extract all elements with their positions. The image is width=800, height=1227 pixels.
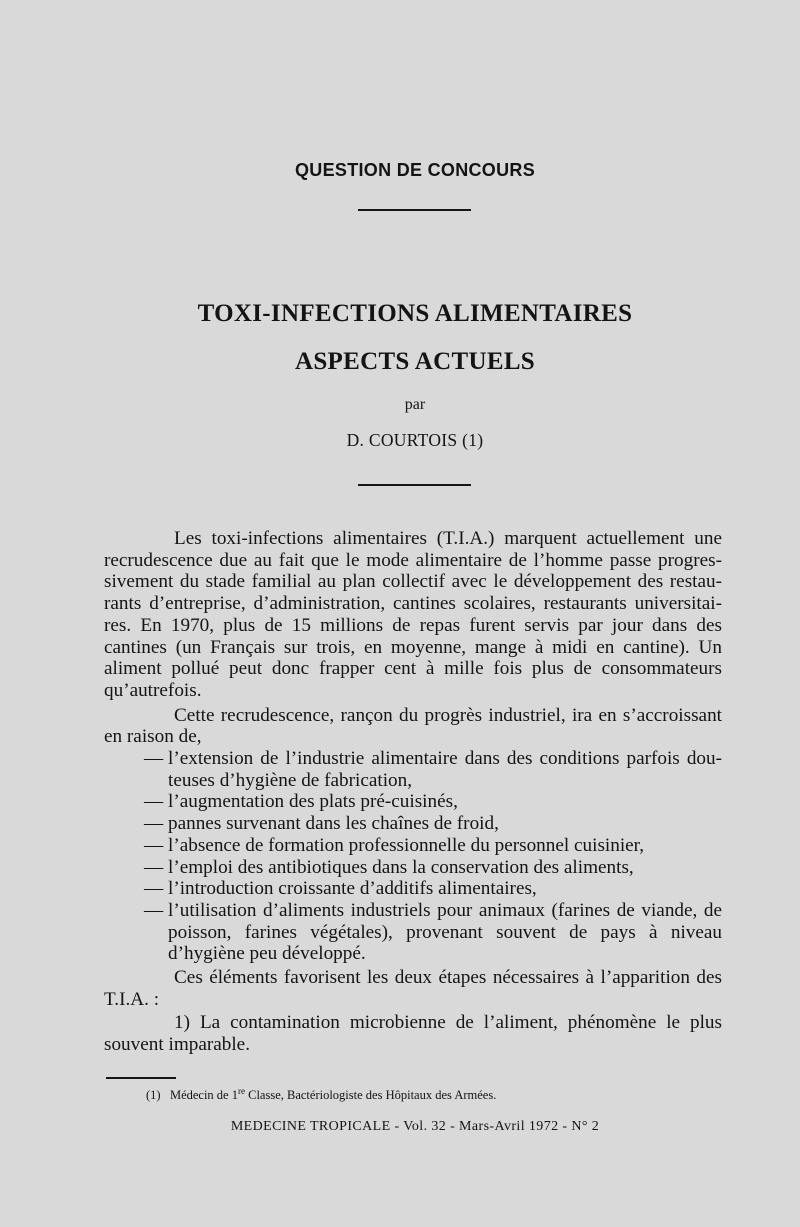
dash-bullet: — xyxy=(144,813,164,835)
footnote-text: Médecin de 1 xyxy=(169,1088,238,1103)
dash-bullet: — xyxy=(144,834,164,856)
dash-bullet: — xyxy=(144,791,164,813)
list-item: — l’augmentation des plats pré-cuisinés, xyxy=(144,791,458,813)
article-title-line-1: TOXI-INFECTIONS ALIMENTAIRES xyxy=(197,300,633,327)
footnote-text-rest: Classe, Bactériologiste des Hôpitaux des Armées. xyxy=(244,1088,497,1103)
footnote-superscript: re xyxy=(237,1086,245,1096)
article-title-line-2: ASPECTS ACTUELS xyxy=(295,348,535,375)
footnote-divider xyxy=(106,1077,176,1079)
footnote-marker: (1) xyxy=(146,1088,161,1103)
list-item: — l’extension de l’industrie alimentaire dans des conditions parfois douteuses d’hygiène de fabrication, xyxy=(144,748,722,791)
list-item: — l’emploi des antibiotiques dans la conservation des aliments, xyxy=(144,856,634,878)
article-body xyxy=(104,528,722,1056)
dash-bullet: — xyxy=(144,748,164,770)
causes-list xyxy=(104,748,722,965)
list-item: — l’absence de formation professionnelle du personnel cuisinier, xyxy=(144,834,645,856)
paragraph-recrudescence: Cette recrudescence, rançon du progrès industriel, ira en s’accroissant en raison de, xyxy=(104,704,722,748)
dash-bullet: — xyxy=(144,856,164,878)
list-item: — l’utilisation d’aliments industriels pour animaux (farines de viande, de poisson, farines végétales), provenant souvent de pays à niveau d’hygiène peu développé. xyxy=(144,899,722,965)
author-divider xyxy=(358,484,471,486)
paragraph-contamination: 1) La contamination microbienne de l’aliment, phénomène le plus souvent imparable. xyxy=(104,1012,722,1056)
paragraph-elements: Ces éléments favorisent les deux étapes nécessaires à l’apparition des T.I.A. : xyxy=(104,967,722,1010)
list-item: — pannes survenant dans les chaînes de froid, xyxy=(144,813,499,835)
dash-bullet: — xyxy=(144,899,164,921)
section-label: QUESTION DE CONCOURS xyxy=(294,160,536,180)
byline-par: par xyxy=(404,396,426,413)
author-name: D. COURTOIS (1) xyxy=(346,430,484,450)
running-footer: MEDECINE TROPICALE - Vol. 32 - Mars-Avril 1972 - N° 2 xyxy=(230,1119,600,1134)
paragraph-intro: Les toxi-infections alimentaires (T.I.A.) marquent actuellement une recrudescence due au fait que le mode alimentaire de l’homme passe progressivement du stade familial au plan collectif avec le développement des restaurants d’entreprise, d’administration, cantines scolaires, restaurants universitaires. En 1970, plus de 15 millions de repas furent servis par jour dans des cantines (un Français sur trois, en moyenne, mange à midi en cantine). Un aliment pollué peut donc frapper cent à mille fois plus de consommateurs qu’autrefois. xyxy=(104,528,722,701)
footnote xyxy=(146,1086,496,1103)
list-item: — l’introduction croissante d’additifs alimentaires, xyxy=(144,878,537,900)
dash-bullet: — xyxy=(144,878,164,900)
top-divider xyxy=(358,209,471,211)
